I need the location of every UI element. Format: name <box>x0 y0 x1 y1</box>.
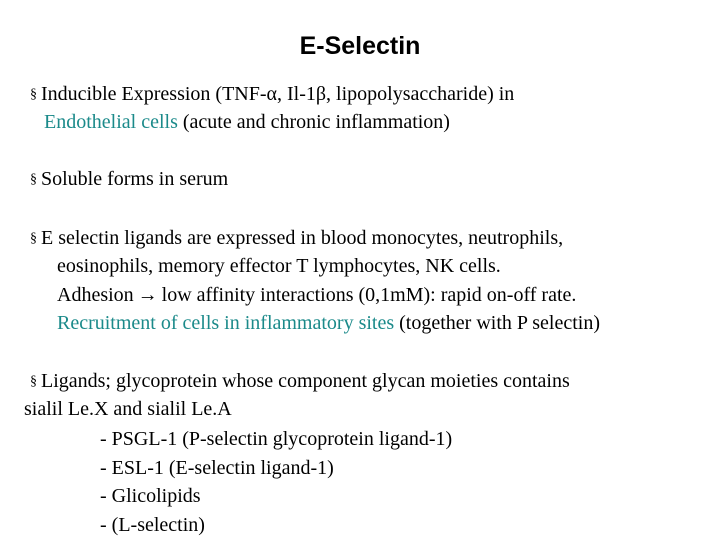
ligand-list-item: - PSGL-1 (P-selectin glycoprotein ligand-1) <box>100 428 453 450</box>
highlight-recruitment: Recruitment of cells in inflammatory sites <box>57 312 395 334</box>
ligand-list-item: - (L-selectin) <box>100 514 205 536</box>
ligand-list-item: - ESL-1 (E-selectin ligand-1) <box>100 457 334 479</box>
bullet-3-text-rest: (together with P selectin) <box>394 312 601 334</box>
arrow-right-icon: → <box>137 284 158 306</box>
bullet-marker: § <box>30 231 37 246</box>
bullet-4-line-1 <box>30 369 570 396</box>
bullet-3-line-2: eosinophils, memory effector T lymphocytes, NK cells. <box>57 255 501 277</box>
adhesion-label: Adhesion <box>57 284 134 306</box>
bullet-1-line-2 <box>44 110 450 134</box>
bullet-3-line-1 <box>30 226 563 253</box>
bullet-1-line-1 <box>30 82 514 109</box>
bullet-3-line-3 <box>57 283 576 307</box>
bullet-3-line-4 <box>57 311 600 335</box>
bullet-marker: § <box>30 374 37 389</box>
ligand-list-item: - Glicolipids <box>100 485 201 507</box>
bullet-1-text-rest: (acute and chronic inflammation) <box>177 111 450 133</box>
bullet-2-text: Soluble forms in serum <box>41 168 229 190</box>
bullet-2-line-1 <box>30 167 228 194</box>
bullet-3-text: E selectin ligands are expressed in blood monocytes, neutrophils, <box>41 227 564 249</box>
bullet-4-line-2: sialil Le.X and sialil Le.A <box>24 398 232 420</box>
highlight-endothelial-cells: Endothelial cells <box>44 111 178 133</box>
bullet-marker: § <box>30 87 37 102</box>
bullet-marker: § <box>30 172 37 187</box>
bullet-4-text: Ligands; glycoprotein whose component glycan moieties contains <box>41 370 570 392</box>
bullet-1-text: Inducible Expression (TNF-α, Il-1β, lipopolysaccharide) in <box>41 83 515 105</box>
bullet-3-affinity-text: low affinity interactions (0,1mM): rapid on-off rate. <box>161 284 577 306</box>
slide-title: E-Selectin <box>299 32 421 60</box>
